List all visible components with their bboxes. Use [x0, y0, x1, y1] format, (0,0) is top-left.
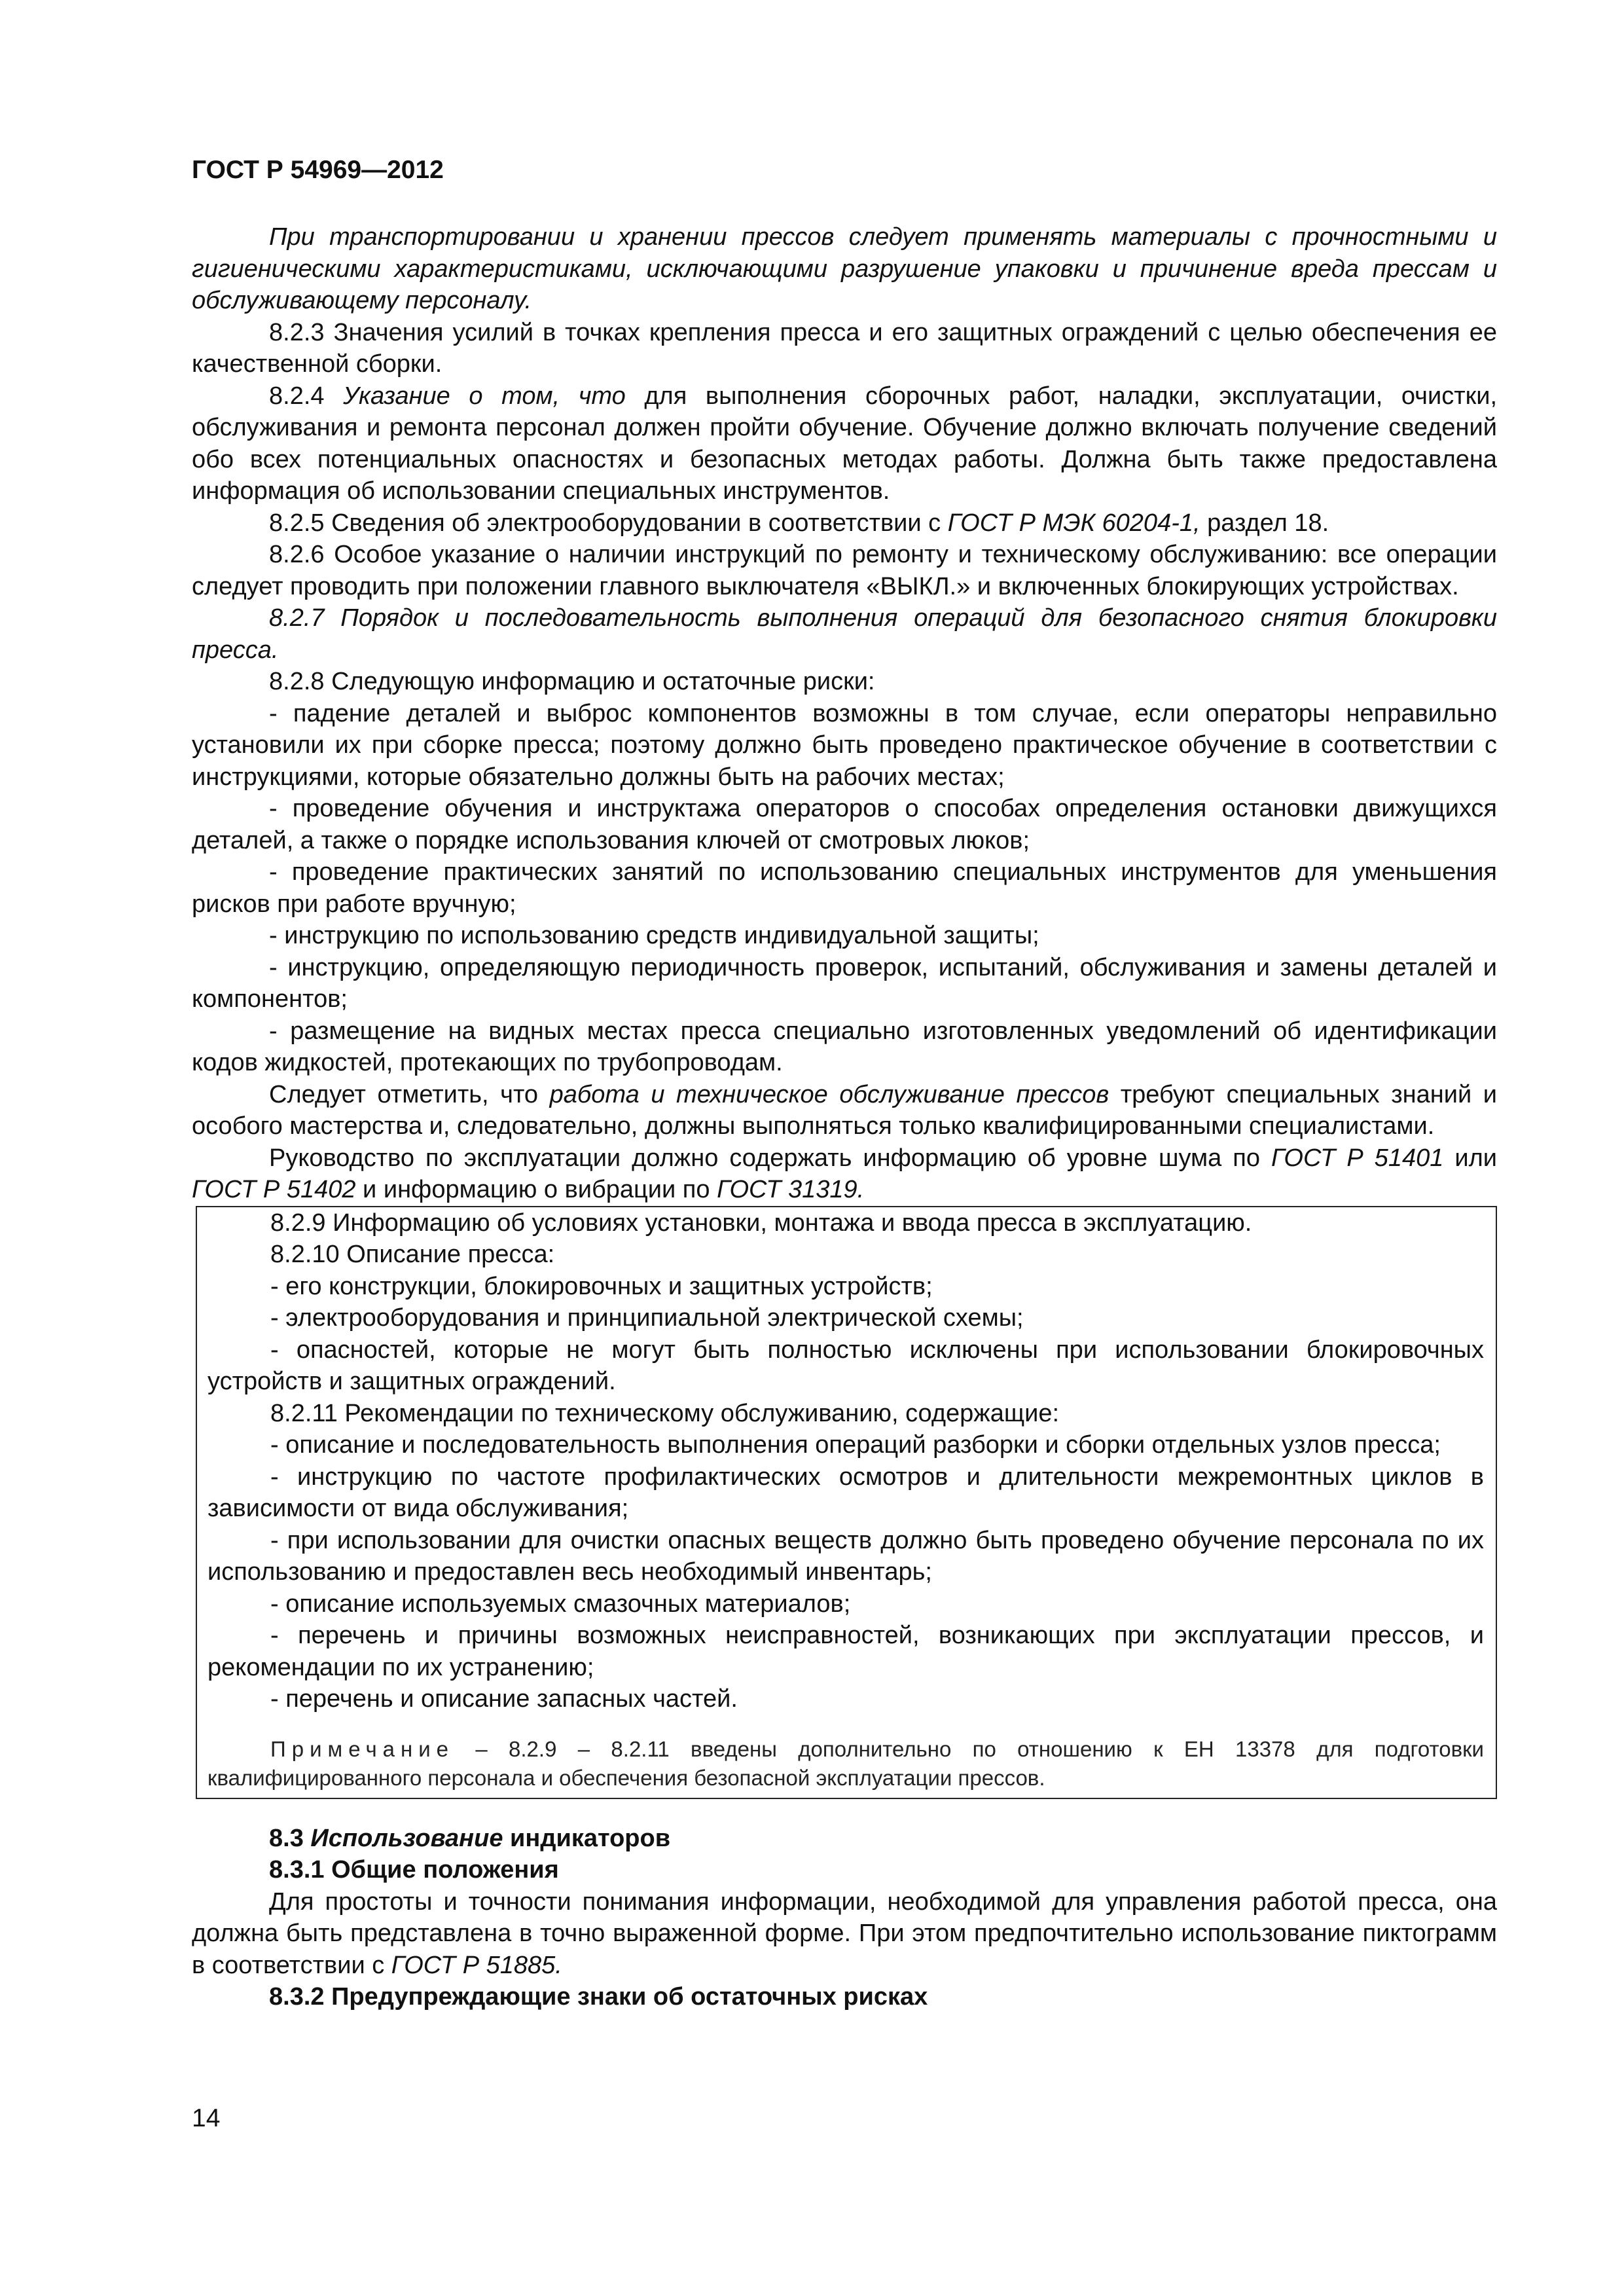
list-item: - описание используемых смазочных материалов;	[270, 1590, 851, 1618]
list-item: - инструкцию, определяющую периодичность проверок, испытаний, обслуживания и замены деталей и компонентов;	[192, 953, 1497, 1013]
para-manual-pre: Руководство по эксплуатации должно содержать информацию об уровне шума по	[269, 1144, 1271, 1172]
note-text: – 8.2.9 – 8.2.11 введены дополнительно по отношению к ЕН 13378 для подготовки квалифицированного персонала и обеспечения безопасной эксплуатации прессов.	[208, 1736, 1484, 1790]
para-transport: При транспортировании и хранении прессов следует применять материалы с прочностными и гигиеническими характеристиками, исключающими разрушение упаковки и причинение вреда прессам и обслуживающему персоналу.	[192, 223, 1497, 314]
para-skill-post: требуют специальных знаний и особого мастерства и, следовательно, должны выполняться только квалифицированными специалистами.	[192, 1080, 1498, 1140]
para-8-2-10: 8.2.10 Описание пресса:	[270, 1241, 555, 1268]
section-heading-8-3-1: 8.3.1 Общие положения	[269, 1856, 559, 1884]
para-8-2-5-pre: 8.2.5 Сведения об электрооборудовании в соответствии с	[269, 509, 948, 537]
para-8-2-5-post: раздел 18.	[1200, 509, 1329, 537]
para-manual-mid2: и информацию о вибрации по	[355, 1176, 717, 1203]
list-item: - падение деталей и выброс компонентов возможны в том случае, если операторы неправильно установили их при сборке пресса; поэтому должно быть проведено практическое обучение в соответствии с инструкциями, которые обязательно должны быть на рабочих местах;	[192, 699, 1497, 791]
para-manual	[192, 1142, 1497, 1206]
list-item: - проведение практических занятий по использованию специальных инструментов для уменьшения рисков при работе вручную;	[192, 858, 1497, 918]
list-item: - электрооборудования и принципиальной электрической схемы;	[270, 1304, 1024, 1332]
para-8-3-1-pre: Для простоты и точности понимания информации, необходимой для управления работой пресса, она должна быть представлена в точно выраженной форме. При этом предпочтительно использование пиктограмм в соответствии с	[192, 1887, 1497, 1979]
reference-gost-51401: ГОСТ Р 51401	[1271, 1144, 1444, 1172]
para-skill-note	[192, 1079, 1497, 1142]
para-8-3-1	[192, 1886, 1497, 1982]
list-item: - перечень и причины возможных неисправностей, возникающих при эксплуатации прессов, и рекомендации по их устранению;	[208, 1622, 1484, 1681]
list-item: - размещение на видных местах пресса специально изготовленных уведомлений об идентификации кодов жидкостей, протекающих по трубопроводам.	[192, 1017, 1497, 1076]
list-item: - описание и последовательность выполнения операций разборки и сборки отдельных узлов пресса;	[270, 1431, 1441, 1459]
section-8-3-italic: Использование	[310, 1824, 503, 1852]
para-skill-italic: работа и техническое обслуживание прессов	[549, 1080, 1110, 1108]
para-8-2-4-num: 8.2.4	[269, 382, 344, 410]
document-code-header: ГОСТ Р 54969—2012	[192, 156, 444, 184]
reference-gost-51885: ГОСТ Р 51885.	[391, 1951, 562, 1979]
para-8-2-4-rest: для выполнения сборочных работ, наладки, эксплуатации, очистки, обслуживания и ремонта персонал должен пройти обучение. Обучение должно включать получение сведений обо всех потенциальных опасностях и безопасных методах работы. Должна быть также предоставлена информация об использовании специальных инструментов.	[192, 382, 1498, 505]
para-8-2-9: 8.2.9 Информацию об условиях установки, монтажа и ввода пресса в эксплуатацию.	[270, 1209, 1252, 1237]
note	[208, 1735, 1484, 1793]
section-heading-8-3-2: 8.3.2 Предупреждающие знаки об остаточных рисках	[269, 1983, 928, 2011]
para-8-2-5	[192, 507, 1497, 539]
para-8-2-7: 8.2.7 Порядок и последовательность выполнения операций для безопасного снятия блокировки пресса.	[192, 604, 1497, 664]
boxed-insertion	[196, 1206, 1497, 1799]
list-item: - при использовании для очистки опасных веществ должно быть проведено обучение персонала по их использованию и предоставлен весь необходимый инвентарь;	[208, 1526, 1484, 1586]
page-number: 14	[192, 2104, 221, 2132]
section-heading-8-3	[192, 1823, 1497, 1855]
para-skill-pre: Следует отметить, что	[269, 1080, 550, 1108]
para-manual-mid1: или	[1443, 1144, 1497, 1172]
para-8-2-3: 8.2.3 Значения усилий в точках крепления пресса и его защитных ограждений с целью обеспечения ее качественной сборки.	[192, 318, 1497, 378]
para-8-2-11: 8.2.11 Рекомендации по техническому обслуживанию, содержащие:	[270, 1399, 1060, 1427]
para-8-2-4-italic: Указание о том, что	[343, 382, 626, 410]
reference-gost-iec-60204: ГОСТ Р МЭК 60204-1,	[947, 509, 1200, 537]
list-item: - перечень и описание запасных частей.	[270, 1685, 738, 1713]
document-page	[192, 155, 1497, 2013]
section-8-3-num: 8.3	[269, 1824, 311, 1852]
reference-gost-51402: ГОСТ Р 51402	[192, 1176, 356, 1203]
reference-gost-31319: ГОСТ 31319.	[717, 1176, 865, 1203]
section-8-3-post: индикаторов	[503, 1824, 671, 1852]
list-item: - инструкцию по использованию средств индивидуальной защиты;	[269, 922, 1039, 949]
para-8-2-6: 8.2.6 Особое указание о наличии инструкций по ремонту и техническому обслуживанию: все операции следует проводить при положении главного выключателя «ВЫКЛ.» и включенных блокирующих устройствах.	[192, 541, 1497, 600]
list-item: - инструкцию по частоте профилактических осмотров и длительности межремонтных циклов в зависимости от вида обслуживания;	[208, 1463, 1484, 1522]
para-8-2-8: 8.2.8 Следующую информацию и остаточные риски:	[269, 668, 875, 695]
list-item: - опасностей, которые не могут быть полностью исключены при использовании блокировочных устройств и защитных ограждений.	[208, 1336, 1484, 1395]
list-item: - проведение обучения и инструктажа операторов о способах определения остановки движущихся деталей, а также о порядке использования ключей от смотровых люков;	[192, 795, 1497, 854]
list-item: - его конструкции, блокировочных и защитных устройств;	[270, 1272, 933, 1300]
note-label: Примечание	[270, 1736, 455, 1761]
para-8-2-4	[192, 380, 1497, 507]
